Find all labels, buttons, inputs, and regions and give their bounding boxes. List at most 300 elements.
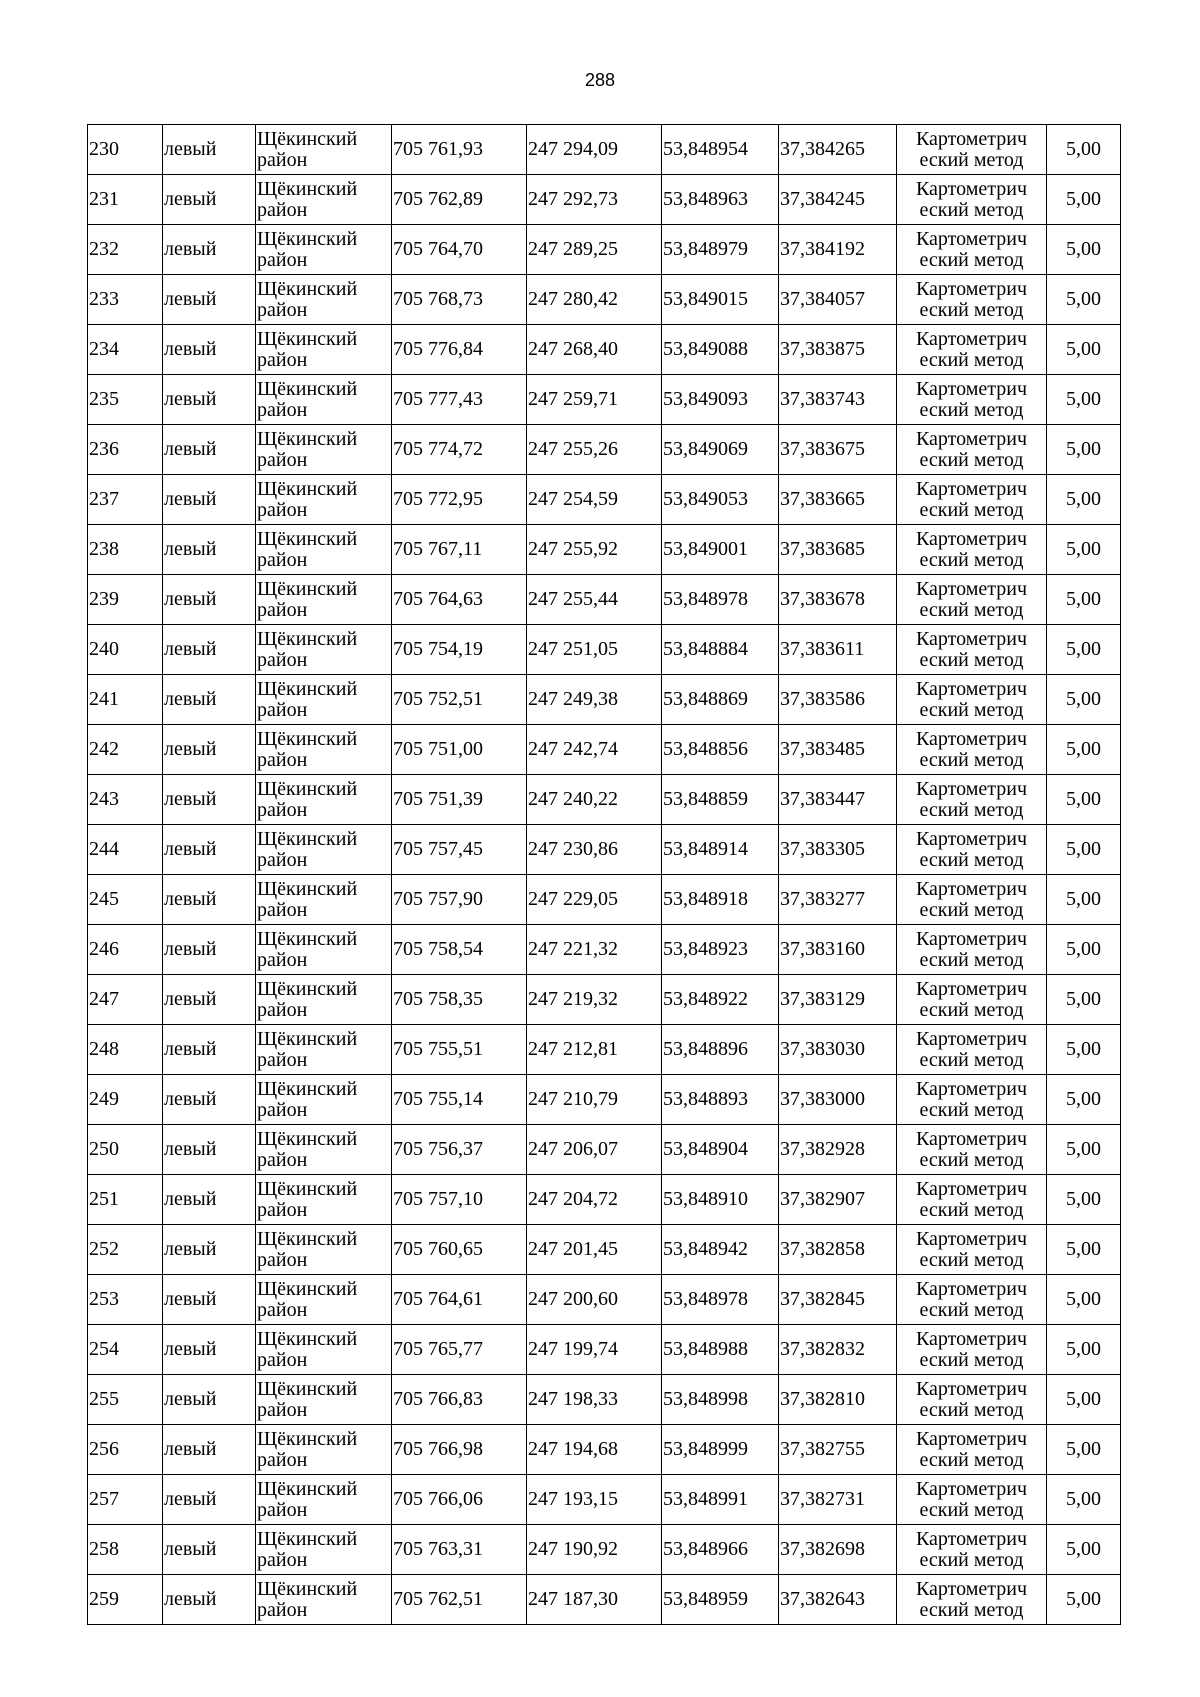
- cell-side: левый: [163, 275, 256, 325]
- cell-longitude: 37,383447: [779, 775, 897, 825]
- cell-point-number: 245: [88, 875, 163, 925]
- cell-district-line: район: [257, 1348, 308, 1371]
- cell-district: [256, 1025, 392, 1075]
- cell-method: [897, 1075, 1047, 1125]
- cell-district-line: Щёкинский: [257, 727, 358, 750]
- cell-accuracy: 5,00: [1047, 1425, 1121, 1475]
- cell-side: левый: [163, 175, 256, 225]
- cell-side: левый: [163, 575, 256, 625]
- cell-latitude: 53,848954: [662, 125, 779, 175]
- cell-method-line: Картометрич: [915, 1277, 1028, 1300]
- cell-district: [256, 725, 392, 775]
- cell-district-line: район: [257, 1048, 308, 1071]
- cell-district: [256, 625, 392, 675]
- cell-x-coordinate: 705 756,37: [392, 1125, 527, 1175]
- cell-district-line: район: [257, 1248, 308, 1271]
- cell-point-number: 246: [88, 925, 163, 975]
- cell-x-coordinate: 705 752,51: [392, 675, 527, 725]
- cell-longitude: 37,382755: [779, 1425, 897, 1475]
- cell-y-coordinate: 247 193,15: [527, 1475, 662, 1525]
- cell-district-line: Щёкинский: [257, 477, 358, 500]
- cell-x-coordinate: 705 763,31: [392, 1525, 527, 1575]
- coordinates-table: [87, 124, 1121, 1625]
- cell-y-coordinate: 247 255,26: [527, 425, 662, 475]
- cell-latitude: 53,848978: [662, 575, 779, 625]
- cell-x-coordinate: 705 762,51: [392, 1575, 527, 1625]
- cell-method-line: Картометрич: [915, 177, 1028, 200]
- cell-point-number: 252: [88, 1225, 163, 1275]
- cell-method-line: Картометрич: [915, 977, 1028, 1000]
- cell-district: [256, 1175, 392, 1225]
- cell-side: левый: [163, 375, 256, 425]
- cell-side: левый: [163, 625, 256, 675]
- cell-longitude: 37,383743: [779, 375, 897, 425]
- cell-district-line: Щёкинский: [257, 577, 358, 600]
- cell-district: [256, 225, 392, 275]
- cell-method: [897, 1425, 1047, 1475]
- cell-y-coordinate: 247 210,79: [527, 1075, 662, 1125]
- cell-method-line: еский метод: [919, 1098, 1024, 1121]
- cell-district-line: Щёкинский: [257, 1027, 358, 1050]
- cell-point-number: 241: [88, 675, 163, 725]
- cell-district-line: район: [257, 648, 308, 671]
- cell-side: левый: [163, 1425, 256, 1475]
- cell-accuracy: 5,00: [1047, 225, 1121, 275]
- cell-latitude: 53,848893: [662, 1075, 779, 1125]
- cell-point-number: 233: [88, 275, 163, 325]
- table-row: [88, 1275, 1121, 1325]
- cell-x-coordinate: 705 757,90: [392, 875, 527, 925]
- cell-y-coordinate: 247 199,74: [527, 1325, 662, 1375]
- cell-longitude: 37,382845: [779, 1275, 897, 1325]
- cell-latitude: 53,848963: [662, 175, 779, 225]
- table-row: [88, 1075, 1121, 1125]
- cell-method: [897, 825, 1047, 875]
- cell-longitude: 37,382928: [779, 1125, 897, 1175]
- cell-side: левый: [163, 975, 256, 1025]
- table-row: [88, 925, 1121, 975]
- cell-district-line: Щёкинский: [257, 1527, 358, 1550]
- cell-method: [897, 475, 1047, 525]
- cell-accuracy: 5,00: [1047, 625, 1121, 675]
- cell-longitude: 37,384057: [779, 275, 897, 325]
- table-row: [88, 1125, 1121, 1175]
- cell-district-line: район: [257, 1148, 308, 1171]
- cell-accuracy: 5,00: [1047, 275, 1121, 325]
- cell-method-line: Картометрич: [915, 227, 1028, 250]
- cell-district: [256, 1575, 392, 1625]
- cell-method-line: еский метод: [919, 1348, 1024, 1371]
- cell-district-line: Щёкинский: [257, 327, 358, 350]
- cell-district: [256, 325, 392, 375]
- table-row: [88, 225, 1121, 275]
- cell-latitude: 53,848991: [662, 1475, 779, 1525]
- cell-method: [897, 975, 1047, 1025]
- cell-method: [897, 775, 1047, 825]
- cell-latitude: 53,848904: [662, 1125, 779, 1175]
- table-row: [88, 575, 1121, 625]
- cell-longitude: 37,383160: [779, 925, 897, 975]
- cell-latitude: 53,848966: [662, 1525, 779, 1575]
- cell-x-coordinate: 705 764,63: [392, 575, 527, 625]
- cell-latitude: 53,848998: [662, 1375, 779, 1425]
- cell-x-coordinate: 705 761,93: [392, 125, 527, 175]
- cell-method-line: еский метод: [919, 698, 1024, 721]
- cell-accuracy: 5,00: [1047, 1375, 1121, 1425]
- cell-accuracy: 5,00: [1047, 1075, 1121, 1125]
- cell-accuracy: 5,00: [1047, 1025, 1121, 1075]
- table-row: [88, 1525, 1121, 1575]
- cell-x-coordinate: 705 762,89: [392, 175, 527, 225]
- cell-district-line: район: [257, 548, 308, 571]
- cell-district-line: район: [257, 1398, 308, 1421]
- cell-district-line: район: [257, 898, 308, 921]
- cell-method-line: еский метод: [919, 198, 1024, 221]
- cell-longitude: 37,382832: [779, 1325, 897, 1375]
- cell-longitude: 37,382858: [779, 1225, 897, 1275]
- cell-method-line: еский метод: [919, 648, 1024, 671]
- cell-point-number: 249: [88, 1075, 163, 1125]
- cell-accuracy: 5,00: [1047, 1475, 1121, 1525]
- cell-method: [897, 1575, 1047, 1625]
- cell-longitude: 37,383611: [779, 625, 897, 675]
- cell-method-line: еский метод: [919, 748, 1024, 771]
- cell-district-line: район: [257, 848, 308, 871]
- cell-x-coordinate: 705 754,19: [392, 625, 527, 675]
- cell-accuracy: 5,00: [1047, 825, 1121, 875]
- cell-method: [897, 675, 1047, 725]
- cell-district-line: район: [257, 1448, 308, 1471]
- cell-y-coordinate: 247 294,09: [527, 125, 662, 175]
- cell-district: [256, 525, 392, 575]
- cell-side: левый: [163, 1325, 256, 1375]
- cell-y-coordinate: 247 255,92: [527, 525, 662, 575]
- cell-district: [256, 825, 392, 875]
- cell-district-line: район: [257, 998, 308, 1021]
- table-row: [88, 1325, 1121, 1375]
- cell-district-line: Щёкинский: [257, 627, 358, 650]
- cell-latitude: 53,848922: [662, 975, 779, 1025]
- cell-x-coordinate: 705 777,43: [392, 375, 527, 425]
- cell-method: [897, 625, 1047, 675]
- cell-method-line: еский метод: [919, 1198, 1024, 1221]
- cell-district-line: Щёкинский: [257, 177, 358, 200]
- cell-district-line: район: [257, 798, 308, 821]
- cell-longitude: 37,383485: [779, 725, 897, 775]
- cell-x-coordinate: 705 758,54: [392, 925, 527, 975]
- cell-method-line: еский метод: [919, 948, 1024, 971]
- cell-accuracy: 5,00: [1047, 1125, 1121, 1175]
- cell-district-line: Щёкинский: [257, 277, 358, 300]
- cell-district-line: район: [257, 1498, 308, 1521]
- cell-district-line: Щёкинский: [257, 977, 358, 1000]
- cell-method: [897, 325, 1047, 375]
- table-row: [88, 325, 1121, 375]
- cell-method-line: Картометрич: [915, 727, 1028, 750]
- cell-district-line: Щёкинский: [257, 527, 358, 550]
- cell-district: [256, 1075, 392, 1125]
- cell-point-number: 247: [88, 975, 163, 1025]
- cell-accuracy: 5,00: [1047, 325, 1121, 375]
- cell-point-number: 254: [88, 1325, 163, 1375]
- cell-accuracy: 5,00: [1047, 975, 1121, 1025]
- cell-y-coordinate: 247 255,44: [527, 575, 662, 625]
- cell-method-line: еский метод: [919, 1298, 1024, 1321]
- cell-method-line: Картометрич: [915, 127, 1028, 150]
- cell-district-line: район: [257, 148, 308, 171]
- cell-district-line: Щёкинский: [257, 1127, 358, 1150]
- cell-district-line: Щёкинский: [257, 877, 358, 900]
- cell-y-coordinate: 247 242,74: [527, 725, 662, 775]
- cell-x-coordinate: 705 766,83: [392, 1375, 527, 1425]
- cell-district-line: район: [257, 1548, 308, 1571]
- cell-longitude: 37,382810: [779, 1375, 897, 1425]
- cell-x-coordinate: 705 757,10: [392, 1175, 527, 1225]
- cell-x-coordinate: 705 764,70: [392, 225, 527, 275]
- cell-side: левый: [163, 425, 256, 475]
- cell-accuracy: 5,00: [1047, 775, 1121, 825]
- cell-district-line: Щёкинский: [257, 777, 358, 800]
- cell-method: [897, 1125, 1047, 1175]
- table-row: [88, 375, 1121, 425]
- cell-y-coordinate: 247 204,72: [527, 1175, 662, 1225]
- cell-latitude: 53,848923: [662, 925, 779, 975]
- cell-longitude: 37,382698: [779, 1525, 897, 1575]
- cell-method-line: Картометрич: [915, 677, 1028, 700]
- cell-accuracy: 5,00: [1047, 875, 1121, 925]
- cell-latitude: 53,848979: [662, 225, 779, 275]
- cell-method: [897, 1325, 1047, 1375]
- cell-y-coordinate: 247 229,05: [527, 875, 662, 925]
- table-row: [88, 125, 1121, 175]
- table-row: [88, 775, 1121, 825]
- cell-district-line: Щёкинский: [257, 377, 358, 400]
- cell-point-number: 255: [88, 1375, 163, 1425]
- cell-method-line: еский метод: [919, 348, 1024, 371]
- cell-side: левый: [163, 1225, 256, 1275]
- cell-accuracy: 5,00: [1047, 525, 1121, 575]
- cell-y-coordinate: 247 187,30: [527, 1575, 662, 1625]
- cell-district-line: Щёкинский: [257, 1227, 358, 1250]
- cell-district: [256, 1275, 392, 1325]
- cell-y-coordinate: 247 280,42: [527, 275, 662, 325]
- cell-side: левый: [163, 225, 256, 275]
- cell-accuracy: 5,00: [1047, 575, 1121, 625]
- cell-method-line: еский метод: [919, 1398, 1024, 1421]
- cell-x-coordinate: 705 751,00: [392, 725, 527, 775]
- cell-district-line: район: [257, 1298, 308, 1321]
- cell-district-line: Щёкинский: [257, 1377, 358, 1400]
- cell-point-number: 240: [88, 625, 163, 675]
- cell-latitude: 53,848884: [662, 625, 779, 675]
- cell-side: левый: [163, 825, 256, 875]
- cell-accuracy: 5,00: [1047, 925, 1121, 975]
- cell-y-coordinate: 247 219,32: [527, 975, 662, 1025]
- cell-side: левый: [163, 1575, 256, 1625]
- cell-district-line: район: [257, 1098, 308, 1121]
- cell-y-coordinate: 247 198,33: [527, 1375, 662, 1425]
- cell-district: [256, 675, 392, 725]
- cell-accuracy: 5,00: [1047, 125, 1121, 175]
- cell-latitude: 53,849015: [662, 275, 779, 325]
- cell-district: [256, 575, 392, 625]
- cell-latitude: 53,848959: [662, 1575, 779, 1625]
- cell-district-line: район: [257, 598, 308, 621]
- cell-longitude: 37,382907: [779, 1175, 897, 1225]
- cell-point-number: 239: [88, 575, 163, 625]
- cell-method-line: Картометрич: [915, 1427, 1028, 1450]
- cell-latitude: 53,848978: [662, 1275, 779, 1325]
- cell-side: левый: [163, 725, 256, 775]
- cell-method-line: еский метод: [919, 998, 1024, 1021]
- cell-side: левый: [163, 675, 256, 725]
- cell-method-line: еский метод: [919, 1148, 1024, 1171]
- cell-method-line: Картометрич: [915, 1527, 1028, 1550]
- cell-method-line: еский метод: [919, 898, 1024, 921]
- cell-point-number: 238: [88, 525, 163, 575]
- cell-accuracy: 5,00: [1047, 1575, 1121, 1625]
- cell-method-line: еский метод: [919, 148, 1024, 171]
- cell-y-coordinate: 247 200,60: [527, 1275, 662, 1325]
- cell-method: [897, 425, 1047, 475]
- cell-method: [897, 125, 1047, 175]
- cell-y-coordinate: 247 190,92: [527, 1525, 662, 1575]
- cell-method: [897, 925, 1047, 975]
- cell-longitude: 37,383875: [779, 325, 897, 375]
- cell-y-coordinate: 247 206,07: [527, 1125, 662, 1175]
- cell-district-line: Щёкинский: [257, 227, 358, 250]
- cell-method: [897, 275, 1047, 325]
- cell-method-line: Картометрич: [915, 1177, 1028, 1200]
- cell-longitude: 37,383305: [779, 825, 897, 875]
- table-row: [88, 875, 1121, 925]
- cell-district-line: Щёкинский: [257, 1327, 358, 1350]
- cell-district: [256, 1125, 392, 1175]
- cell-side: левый: [163, 1025, 256, 1075]
- cell-y-coordinate: 247 251,05: [527, 625, 662, 675]
- cell-accuracy: 5,00: [1047, 1325, 1121, 1375]
- cell-district: [256, 475, 392, 525]
- cell-longitude: 37,384245: [779, 175, 897, 225]
- cell-method-line: еский метод: [919, 298, 1024, 321]
- cell-district-line: район: [257, 498, 308, 521]
- cell-method: [897, 1375, 1047, 1425]
- cell-point-number: 251: [88, 1175, 163, 1225]
- cell-latitude: 53,848942: [662, 1225, 779, 1275]
- cell-y-coordinate: 247 259,71: [527, 375, 662, 425]
- cell-longitude: 37,382731: [779, 1475, 897, 1525]
- cell-method-line: Картометрич: [915, 1127, 1028, 1150]
- cell-method-line: Картометрич: [915, 877, 1028, 900]
- table-row: [88, 175, 1121, 225]
- cell-method-line: еский метод: [919, 548, 1024, 571]
- cell-method: [897, 375, 1047, 425]
- table-row: [88, 625, 1121, 675]
- table-row: [88, 1025, 1121, 1075]
- cell-latitude: 53,848999: [662, 1425, 779, 1475]
- cell-latitude: 53,848914: [662, 825, 779, 875]
- cell-y-coordinate: 247 254,59: [527, 475, 662, 525]
- cell-district-line: район: [257, 698, 308, 721]
- cell-district-line: Щёкинский: [257, 677, 358, 700]
- cell-x-coordinate: 705 767,11: [392, 525, 527, 575]
- cell-district-line: район: [257, 1198, 308, 1221]
- table-row: [88, 1225, 1121, 1275]
- cell-side: левый: [163, 1475, 256, 1525]
- cell-side: левый: [163, 1125, 256, 1175]
- cell-method-line: Картометрич: [915, 277, 1028, 300]
- cell-point-number: 259: [88, 1575, 163, 1625]
- cell-x-coordinate: 705 766,06: [392, 1475, 527, 1525]
- cell-accuracy: 5,00: [1047, 1225, 1121, 1275]
- cell-side: левый: [163, 1075, 256, 1125]
- cell-point-number: 235: [88, 375, 163, 425]
- table-row: [88, 1425, 1121, 1475]
- cell-side: левый: [163, 775, 256, 825]
- cell-latitude: 53,848869: [662, 675, 779, 725]
- cell-district: [256, 1225, 392, 1275]
- cell-x-coordinate: 705 760,65: [392, 1225, 527, 1275]
- cell-method: [897, 1225, 1047, 1275]
- cell-method: [897, 225, 1047, 275]
- cell-method-line: Картометрич: [915, 1377, 1028, 1400]
- cell-district-line: Щёкинский: [257, 1577, 358, 1600]
- cell-method-line: Картометрич: [915, 327, 1028, 350]
- cell-y-coordinate: 247 292,73: [527, 175, 662, 225]
- cell-method-line: еский метод: [919, 448, 1024, 471]
- cell-side: левый: [163, 475, 256, 525]
- cell-longitude: 37,383678: [779, 575, 897, 625]
- cell-district: [256, 1475, 392, 1525]
- cell-point-number: 231: [88, 175, 163, 225]
- cell-y-coordinate: 247 289,25: [527, 225, 662, 275]
- cell-district: [256, 175, 392, 225]
- cell-method-line: Картометрич: [915, 1227, 1028, 1250]
- cell-longitude: 37,383665: [779, 475, 897, 525]
- cell-district-line: Щёкинский: [257, 1427, 358, 1450]
- cell-district: [256, 775, 392, 825]
- cell-district-line: район: [257, 348, 308, 371]
- cell-latitude: 53,849069: [662, 425, 779, 475]
- cell-accuracy: 5,00: [1047, 175, 1121, 225]
- table-row: [88, 475, 1121, 525]
- cell-point-number: 242: [88, 725, 163, 775]
- cell-method-line: Картометрич: [915, 777, 1028, 800]
- cell-method-line: Картометрич: [915, 577, 1028, 600]
- cell-y-coordinate: 247 240,22: [527, 775, 662, 825]
- table-body: [88, 125, 1121, 1625]
- cell-district-line: Щёкинский: [257, 827, 358, 850]
- cell-x-coordinate: 705 751,39: [392, 775, 527, 825]
- cell-latitude: 53,849093: [662, 375, 779, 425]
- cell-point-number: 256: [88, 1425, 163, 1475]
- cell-district: [256, 125, 392, 175]
- cell-latitude: 53,849053: [662, 475, 779, 525]
- cell-side: левый: [163, 925, 256, 975]
- cell-x-coordinate: 705 766,98: [392, 1425, 527, 1475]
- cell-x-coordinate: 705 776,84: [392, 325, 527, 375]
- cell-district: [256, 875, 392, 925]
- cell-method-line: Картометрич: [915, 1577, 1028, 1600]
- cell-side: левый: [163, 325, 256, 375]
- cell-accuracy: 5,00: [1047, 725, 1121, 775]
- cell-method-line: еский метод: [919, 798, 1024, 821]
- cell-district-line: Щёкинский: [257, 927, 358, 950]
- cell-method-line: еский метод: [919, 498, 1024, 521]
- cell-method-line: еский метод: [919, 1548, 1024, 1571]
- cell-x-coordinate: 705 772,95: [392, 475, 527, 525]
- cell-method: [897, 525, 1047, 575]
